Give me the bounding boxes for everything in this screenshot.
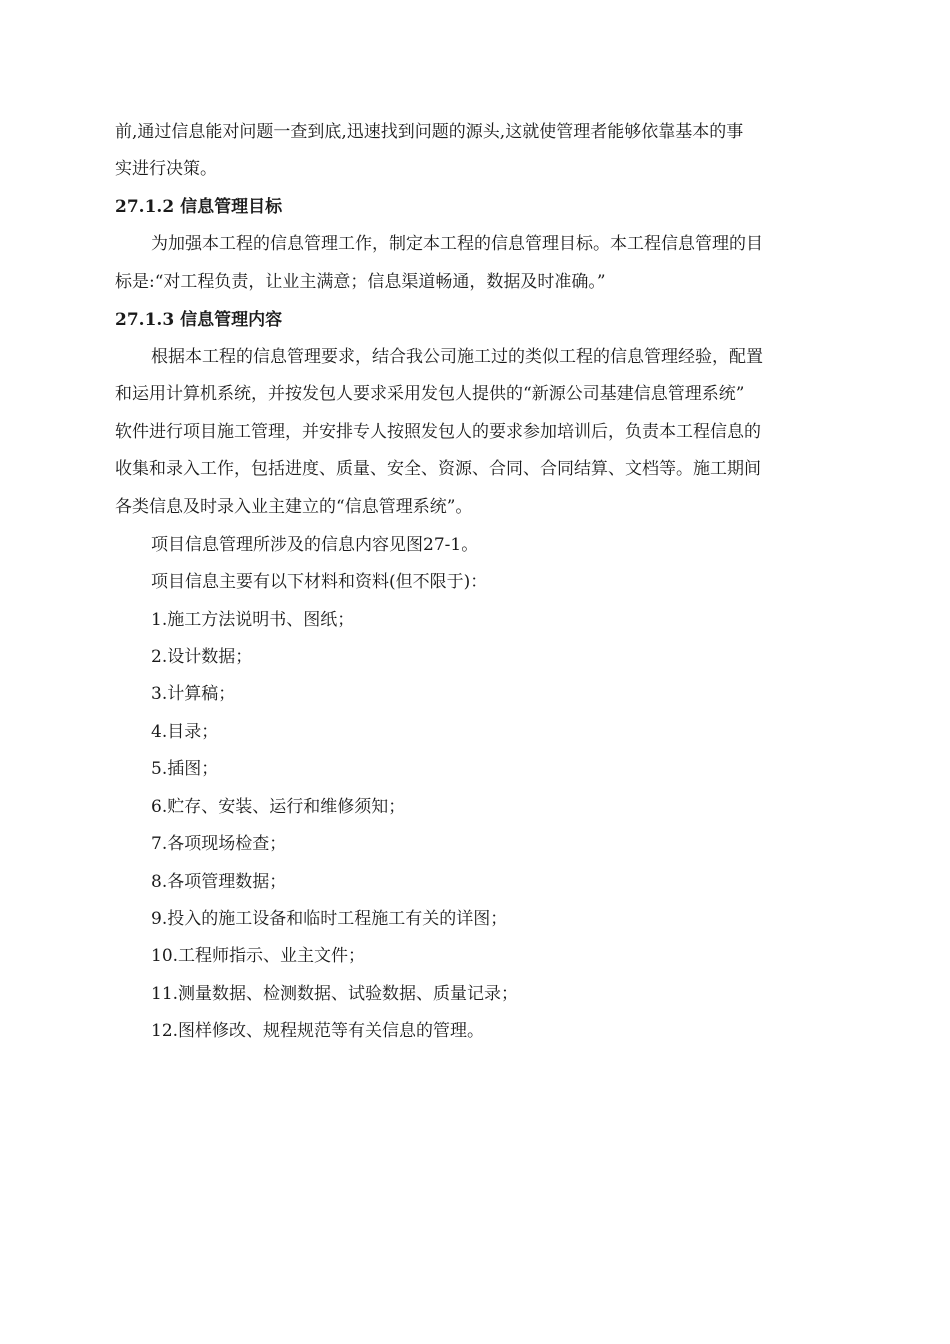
list-item: 1.施工方法说明书、图纸； [151,610,355,630]
list-item: 8.各项管理数据； [151,872,287,892]
list-intro: 项目信息主要有以下材料和资料(但不限于)： [151,572,488,592]
content-paragraph-line: 和运用计算机系统，并按发包人要求采用发包人提供的“新源公司基建信息管理系统” [115,384,745,404]
list-item: 5.插图； [151,759,219,779]
content-paragraph-line: 各类信息及时录入业主建立的“信息管理系统”。 [115,497,473,517]
section-heading-27-1-2: 27.1.2 信息管理目标 [115,197,283,217]
list-item: 7.各项现场检查； [151,834,287,854]
list-item: 2.设计数据； [151,647,253,667]
intro-line-1: 前,通过信息能对问题一查到底,迅速找到问题的源头,这就使管理者能够依靠基本的事 [115,122,744,142]
figure-reference: 项目信息管理所涉及的信息内容见图27-1。 [151,535,479,555]
intro-line-2: 实进行决策。 [115,159,217,179]
list-item: 12.图样修改、规程规范等有关信息的管理。 [151,1021,485,1041]
list-item: 10.工程师指示、业主文件； [151,946,366,966]
goal-paragraph-line-1: 为加强本工程的信息管理工作，制定本工程的信息管理目标。本工程信息管理的目 [151,234,763,254]
list-item: 4.目录； [151,722,219,742]
list-item: 6.贮存、安装、运行和维修须知； [151,797,406,817]
content-paragraph-line: 收集和录入工作，包括进度、质量、安全、资源、合同、合同结算、文档等。施工期间 [115,459,761,479]
content-paragraph-line: 软件进行项目施工管理，并安排专人按照发包人的要求参加培训后，负责本工程信息的 [115,422,761,442]
section-heading-27-1-3: 27.1.3 信息管理内容 [115,310,283,330]
goal-paragraph-line-2: 标是:“对工程负责，让业主满意；信息渠道畅通，数据及时准确。” [115,272,606,292]
list-item: 9.投入的施工设备和临时工程施工有关的详图； [151,909,508,929]
list-item: 3.计算稿； [151,684,236,704]
list-item: 11.测量数据、检测数据、试验数据、质量记录； [151,984,519,1004]
content-paragraph-line: 根据本工程的信息管理要求，结合我公司施工过的类似工程的信息管理经验，配置 [151,347,763,367]
